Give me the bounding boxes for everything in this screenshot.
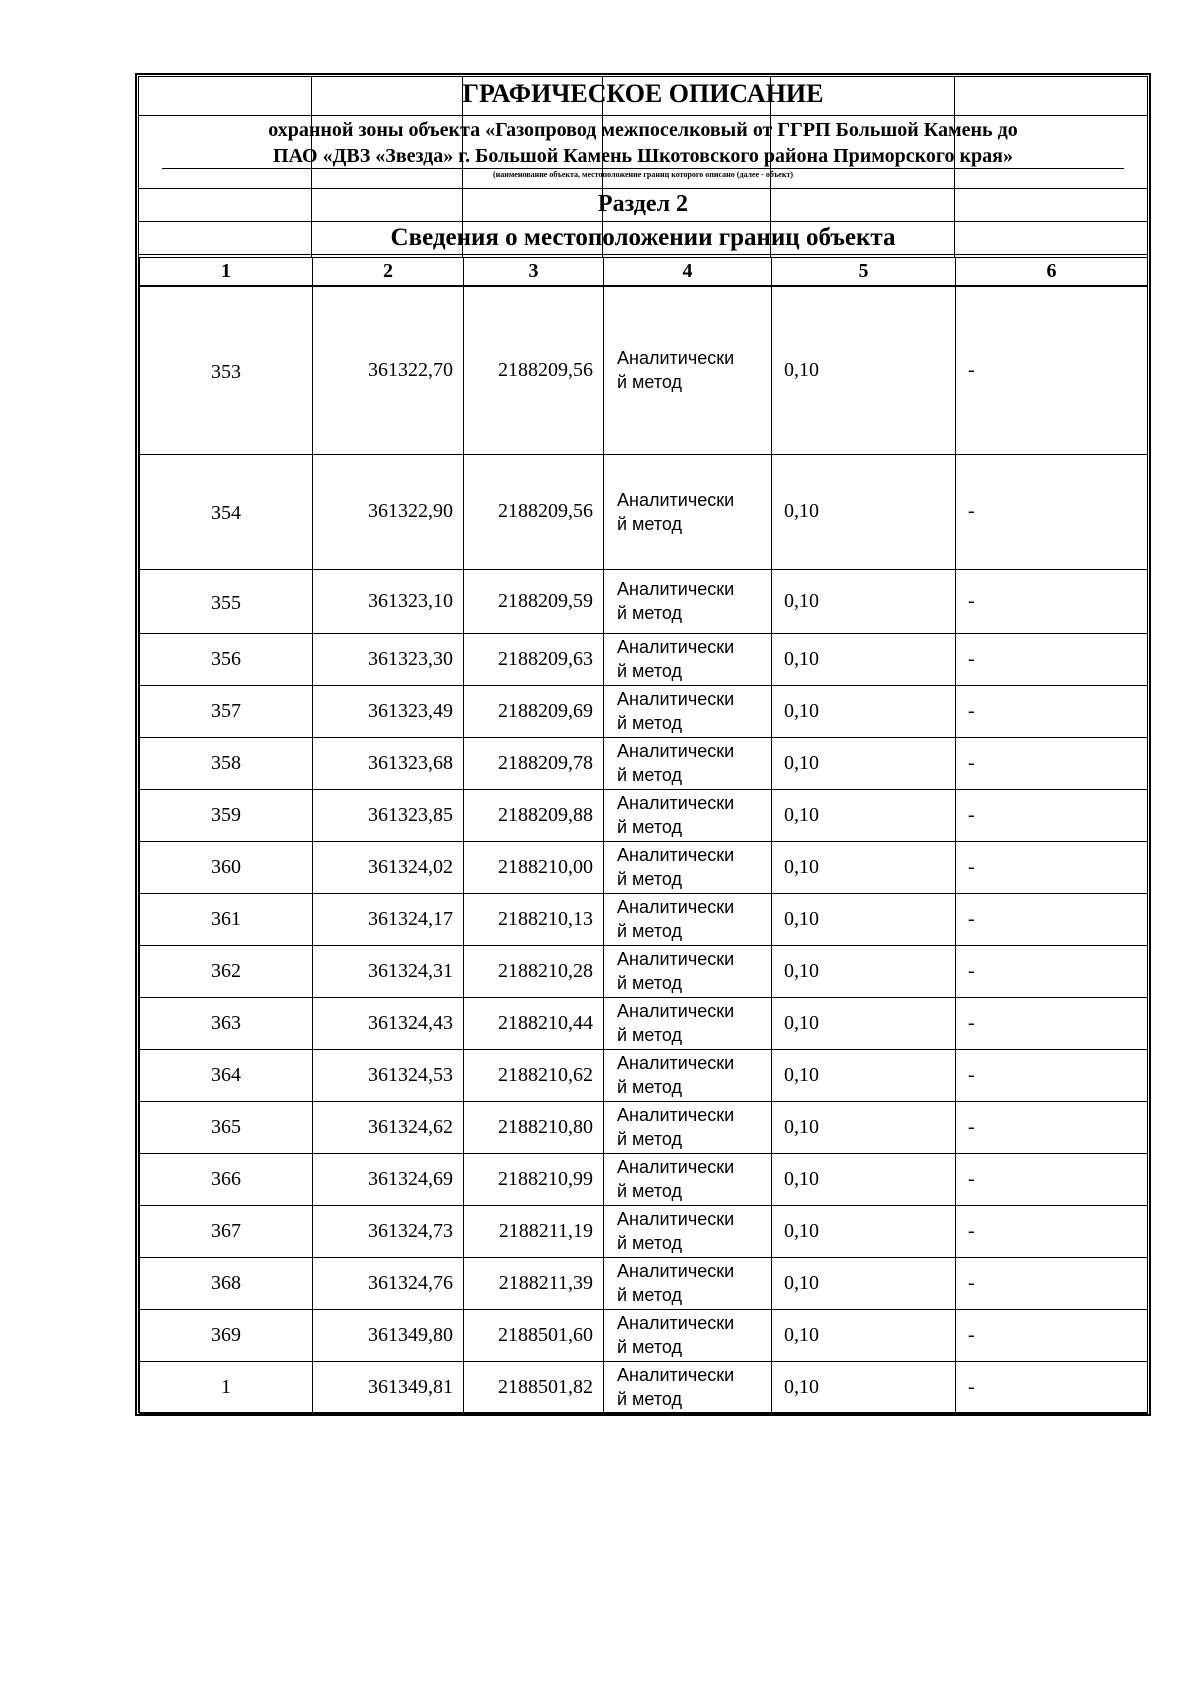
note-cell: -: [956, 454, 1148, 569]
method-label-line-1: Аналитически: [617, 1157, 735, 1177]
table-row: [140, 789, 1148, 841]
y-coordinate-cell: 2188501,82: [464, 1361, 604, 1413]
precision-cell: 0,10: [772, 1205, 956, 1257]
note-cell: -: [956, 1101, 1148, 1153]
precision-cell: 0,10: [772, 685, 956, 737]
document-title: ГРАФИЧЕСКОЕ ОПИСАНИЕ: [462, 79, 824, 108]
y-coordinate-cell: 2188210,80: [464, 1101, 604, 1153]
method-cell: [604, 1101, 772, 1153]
method-label-line-1: Аналитически: [617, 579, 735, 599]
precision-cell: 0,10: [772, 789, 956, 841]
y-coordinate-cell: 2188210,00: [464, 841, 604, 893]
table-row: [140, 1309, 1148, 1361]
method-label-line-1: Аналитически: [617, 1261, 735, 1281]
table-row: [140, 633, 1148, 685]
note-cell: -: [956, 737, 1148, 789]
point-number-cell: 368: [140, 1257, 313, 1309]
table-row: [140, 1153, 1148, 1205]
method-label-line-2: й метод: [617, 372, 683, 393]
y-coordinate-cell: 2188209,56: [464, 454, 604, 569]
note-cell: -: [956, 569, 1148, 633]
y-coordinate-cell: 2188210,99: [464, 1153, 604, 1205]
method-label-line-2: й метод: [617, 1389, 683, 1409]
point-number-cell: 360: [140, 841, 313, 893]
method-cell: [604, 1153, 772, 1205]
method-label-line-2: й метод: [617, 817, 683, 837]
point-number-cell: 362: [140, 945, 313, 997]
y-coordinate-cell: 2188209,78: [464, 737, 604, 789]
precision-cell: 0,10: [772, 1361, 956, 1413]
note-cell: -: [956, 893, 1148, 945]
object-description-line-1: охранной зоны объекта «Газопровод межпоселковый от ГГРП Большой Камень до: [268, 119, 1018, 141]
method-cell: [604, 569, 772, 633]
x-coordinate-cell: 361324,17: [313, 893, 464, 945]
point-number-cell: 1: [140, 1361, 313, 1413]
point-number-cell: 363: [140, 997, 313, 1049]
point-number-cell: 355: [140, 569, 313, 633]
precision-cell: 0,10: [772, 1049, 956, 1101]
note-cell: -: [956, 1257, 1148, 1309]
table-row: [140, 685, 1148, 737]
section-title: Сведения о местоположении границ объекта: [390, 224, 896, 251]
boundary-points-table: [139, 257, 1148, 1414]
point-number-cell: 356: [140, 633, 313, 685]
method-label-line-1: Аналитически: [617, 689, 735, 709]
method-cell: [604, 286, 772, 454]
y-coordinate-cell: 2188209,88: [464, 789, 604, 841]
object-description-line-2: ПАО «ДВЗ «Звезда» г. Большой Камень Шкотовского района Приморского края»: [273, 145, 1013, 167]
note-cell: -: [956, 1153, 1148, 1205]
table-row: [140, 1257, 1148, 1309]
note-cell: -: [956, 633, 1148, 685]
x-coordinate-cell: 361324,02: [313, 841, 464, 893]
method-label-line-2: й метод: [617, 1285, 683, 1305]
note-cell: -: [956, 841, 1148, 893]
table-row: [140, 893, 1148, 945]
method-label-line-2: й метод: [617, 869, 683, 889]
precision-cell: 0,10: [772, 1153, 956, 1205]
point-number-cell: 357: [140, 685, 313, 737]
column-header: 1: [140, 258, 313, 287]
note-cell: -: [956, 685, 1148, 737]
x-coordinate-cell: 361324,62: [313, 1101, 464, 1153]
x-coordinate-cell: 361324,31: [313, 945, 464, 997]
description-note: (наименование объекта, местоположение границ которого описано (далее - объект): [492, 170, 794, 179]
precision-cell: 0,10: [772, 1257, 956, 1309]
precision-cell: 0,10: [772, 841, 956, 893]
y-coordinate-cell: 2188209,59: [464, 569, 604, 633]
x-coordinate-cell: 361322,90: [313, 454, 464, 569]
precision-cell: 0,10: [772, 893, 956, 945]
note-cell: -: [956, 945, 1148, 997]
note-cell: -: [956, 1309, 1148, 1361]
method-cell: [604, 945, 772, 997]
divider: [138, 254, 1148, 255]
method-cell: [604, 454, 772, 569]
y-coordinate-cell: 2188209,69: [464, 685, 604, 737]
table-row: [140, 1101, 1148, 1153]
table-row: [140, 841, 1148, 893]
method-label-line-2: й метод: [617, 1025, 683, 1045]
method-cell: [604, 1361, 772, 1413]
note-cell: -: [956, 1205, 1148, 1257]
note-cell: -: [956, 1361, 1148, 1413]
x-coordinate-cell: 361349,81: [313, 1361, 464, 1413]
method-label-line-1: Аналитически: [617, 845, 735, 865]
x-coordinate-cell: 361324,43: [313, 997, 464, 1049]
x-coordinate-cell: 361322,70: [313, 286, 464, 454]
note-cell: -: [956, 997, 1148, 1049]
method-label-line-1: Аналитически: [617, 1313, 735, 1333]
y-coordinate-cell: 2188210,44: [464, 997, 604, 1049]
method-cell: [604, 893, 772, 945]
point-number-cell: 364: [140, 1049, 313, 1101]
method-label-line-1: Аналитически: [617, 1001, 735, 1021]
method-label-line-2: й метод: [617, 1233, 683, 1253]
description-underline: [162, 168, 1124, 169]
method-cell: [604, 1205, 772, 1257]
point-number-cell: 365: [140, 1101, 313, 1153]
method-label-line-1: Аналитически: [617, 1365, 735, 1385]
method-label-line-2: й метод: [617, 513, 683, 534]
table-row: [140, 1205, 1148, 1257]
x-coordinate-cell: 361324,69: [313, 1153, 464, 1205]
precision-cell: 0,10: [772, 945, 956, 997]
column-header: 3: [464, 258, 604, 287]
method-cell: [604, 685, 772, 737]
method-label-line-1: Аналитически: [617, 949, 735, 969]
method-label-line-2: й метод: [617, 1181, 683, 1201]
method-label-line-2: й метод: [617, 1129, 683, 1149]
point-number-cell: 359: [140, 789, 313, 841]
x-coordinate-cell: 361349,80: [313, 1309, 464, 1361]
method-label-line-2: й метод: [617, 1337, 683, 1357]
method-cell: [604, 633, 772, 685]
point-number-cell: 369: [140, 1309, 313, 1361]
divider: [138, 221, 1148, 222]
point-number-cell: 354: [140, 454, 313, 569]
precision-cell: 0,10: [772, 737, 956, 789]
point-number-cell: 358: [140, 737, 313, 789]
table-row: [140, 1361, 1148, 1413]
method-cell: [604, 997, 772, 1049]
table-row: [140, 945, 1148, 997]
table-row: [140, 454, 1148, 569]
y-coordinate-cell: 2188210,28: [464, 945, 604, 997]
table-row: [140, 1049, 1148, 1101]
precision-cell: 0,10: [772, 286, 956, 454]
method-label-line-2: й метод: [617, 765, 683, 785]
precision-cell: 0,10: [772, 633, 956, 685]
table-row: [140, 286, 1148, 454]
column-header: 6: [956, 258, 1148, 287]
x-coordinate-cell: 361323,49: [313, 685, 464, 737]
x-coordinate-cell: 361324,76: [313, 1257, 464, 1309]
method-label-line-2: й метод: [617, 921, 683, 941]
method-label-line-1: Аналитически: [617, 1053, 735, 1073]
note-cell: -: [956, 1049, 1148, 1101]
column-header: 4: [604, 258, 772, 287]
note-cell: -: [956, 286, 1148, 454]
y-coordinate-cell: 2188209,63: [464, 633, 604, 685]
column-header: 5: [772, 258, 956, 287]
y-coordinate-cell: 2188210,13: [464, 893, 604, 945]
method-label-line-1: Аналитически: [617, 741, 735, 761]
method-label-line-2: й метод: [617, 603, 683, 623]
column-header: 2: [313, 258, 464, 287]
x-coordinate-cell: 361323,68: [313, 737, 464, 789]
x-coordinate-cell: 361323,10: [313, 569, 464, 633]
y-coordinate-cell: 2188210,62: [464, 1049, 604, 1101]
point-number-cell: 367: [140, 1205, 313, 1257]
document-frame: [135, 73, 1151, 1416]
method-cell: [604, 789, 772, 841]
point-number-cell: 361: [140, 893, 313, 945]
method-label-line-2: й метод: [617, 713, 683, 733]
precision-cell: 0,10: [772, 997, 956, 1049]
table-row: [140, 569, 1148, 633]
x-coordinate-cell: 361324,73: [313, 1205, 464, 1257]
divider: [138, 115, 1148, 116]
precision-cell: 0,10: [772, 454, 956, 569]
x-coordinate-cell: 361323,85: [313, 789, 464, 841]
method-label-line-2: й метод: [617, 973, 683, 993]
method-label-line-2: й метод: [617, 1077, 683, 1097]
x-coordinate-cell: 361324,53: [313, 1049, 464, 1101]
y-coordinate-cell: 2188209,56: [464, 286, 604, 454]
precision-cell: 0,10: [772, 569, 956, 633]
method-cell: [604, 1309, 772, 1361]
precision-cell: 0,10: [772, 1101, 956, 1153]
method-cell: [604, 1257, 772, 1309]
method-cell: [604, 1049, 772, 1101]
precision-cell: 0,10: [772, 1309, 956, 1361]
table-row: [140, 997, 1148, 1049]
point-number-cell: 366: [140, 1153, 313, 1205]
method-label-line-1: Аналитически: [617, 897, 735, 917]
method-label-line-1: Аналитически: [617, 489, 735, 510]
method-cell: [604, 737, 772, 789]
method-label-line-1: Аналитически: [617, 637, 735, 657]
y-coordinate-cell: 2188501,60: [464, 1309, 604, 1361]
divider: [138, 188, 1148, 189]
x-coordinate-cell: 361323,30: [313, 633, 464, 685]
note-cell: -: [956, 789, 1148, 841]
table-row: [140, 737, 1148, 789]
table-header-row: [140, 258, 1148, 287]
method-label-line-1: Аналитически: [617, 793, 735, 813]
point-number-cell: 353: [140, 286, 313, 454]
method-cell: [604, 841, 772, 893]
y-coordinate-cell: 2188211,39: [464, 1257, 604, 1309]
method-label-line-1: Аналитически: [617, 1209, 735, 1229]
method-label-line-1: Аналитически: [617, 348, 735, 369]
y-coordinate-cell: 2188211,19: [464, 1205, 604, 1257]
section-number: Раздел 2: [597, 191, 689, 217]
method-label-line-2: й метод: [617, 661, 683, 681]
method-label-line-1: Аналитически: [617, 1105, 735, 1125]
